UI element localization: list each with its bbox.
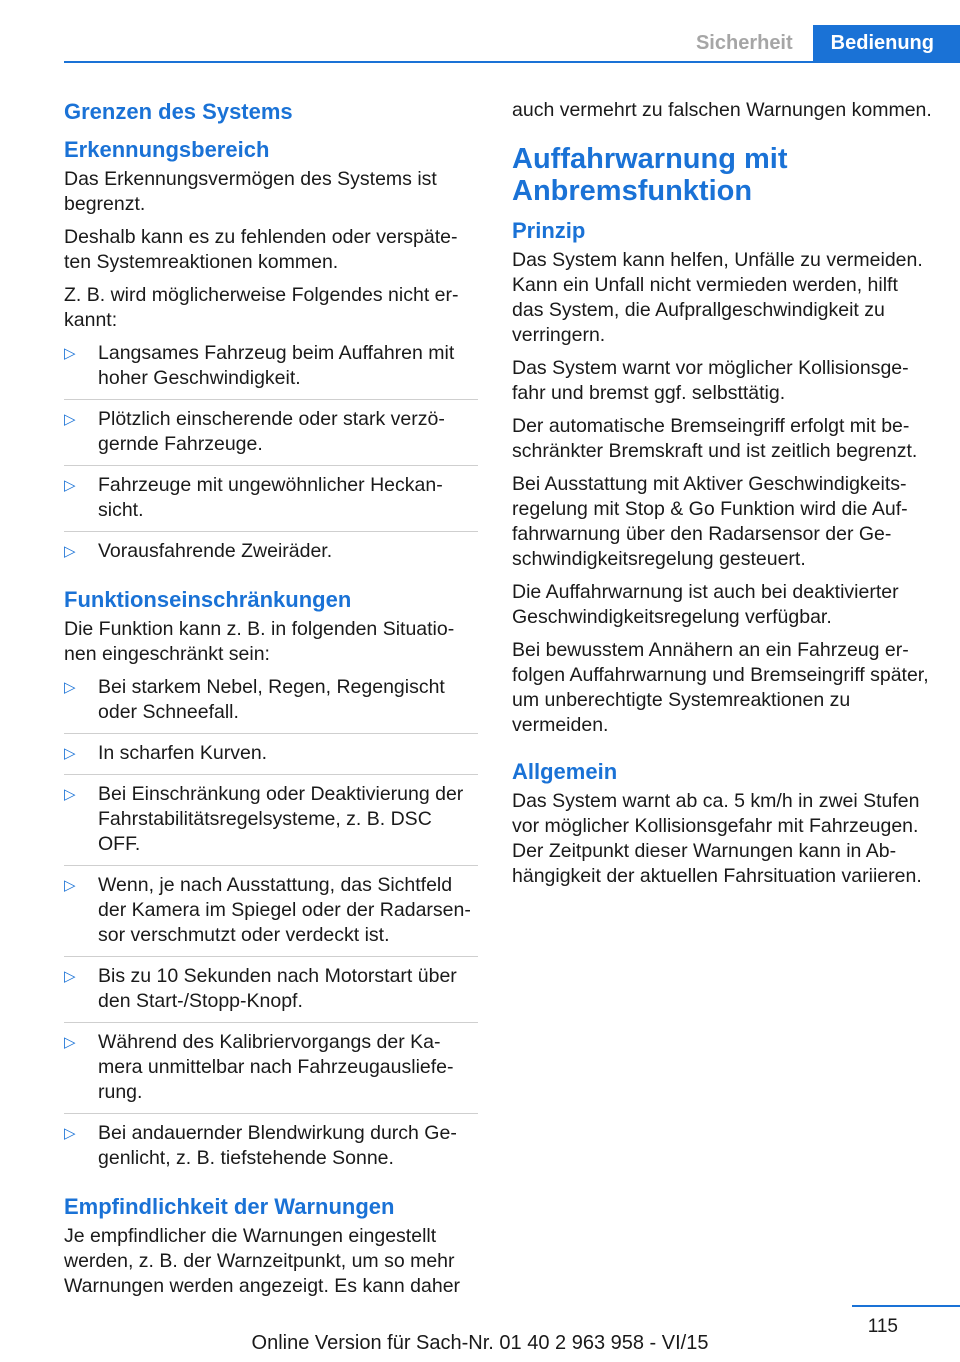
tab-bedienung[interactable]: Bedienung [813,25,960,61]
paragraph: Die Auffahrwarnung ist auch bei deaktivierter Geschwindigkeitsregelung verfügbar. [512,581,899,628]
paragraph: Das System warnt ab ca. 5 km/h in zwei Stufen vor möglicher Kollisionsgefahr mit Fahrzeugen. Der Zeitpunkt dieser Warnungen kann in Abhängigkeit der aktuellen Fahrsituation variieren. [512,790,922,887]
triangle-right-icon: ▷ [64,968,76,985]
heading-grenzen: Grenzen des Systems [64,99,293,124]
bullet-list [64,341,478,572]
triangle-right-icon: ▷ [64,679,76,696]
paragraph: Je empfindlicher die Warnungen eingestellt werden, z. B. der Warnzeitpunkt, um so mehr Warnungen werden angezeigt. Es kann daher [64,1225,461,1297]
list-item: ▷ Vorausfahrende Zweiräder. [64,540,333,562]
footer-online-version: Online Version für Sach-Nr. 01 40 2 963 958 - VI/15 [251,1332,709,1354]
list-item: ▷ Plötzlich einscherende oder stark verzögernde Fahrzeuge. [64,407,478,466]
tab-sicherheit[interactable]: Sicherheit [676,25,813,61]
list-item: ▷ Langsames Fahrzeug beim Auffahren mit hoher Geschwindigkeit. [64,341,478,400]
heading-empfindlichkeit: Empfindlichkeit der Warnungen [64,1194,395,1219]
paragraph: Bei Ausstattung mit Aktiver Geschwindigkeitsregelung mit Stop & Go Funktion wird die Auffahrwarnung über den Radarsensor der Geschwindigkeitsregelung gesteuert. [512,473,908,570]
list-item: ▷ Fahrzeuge mit ungewöhnlicher Heckansicht. [64,473,478,532]
list-item: ▷ Während des Kalibriervorgangs der Kamera unmittelbar nach Fahrzeugauslieferung. [64,1030,478,1114]
paragraph: Bei bewusstem Annähern an ein Fahrzeug erfolgen Auffahrwarnung und Bremseingriff später, um unberechtigte Systemreaktionen zu vermeiden. [512,639,929,736]
paragraph: Der automatische Bremseingriff erfolgt mit beschränkter Bremskraft und ist zeitlich begrenzt. [512,415,918,462]
paragraph: Deshalb kann es zu fehlenden oder verspäteten Systemreaktionen kommen. [64,226,458,273]
heading-auffahrwarnung: Auffahrwarnung mit Anbremsfunktion [512,143,788,207]
triangle-right-icon: ▷ [64,543,76,560]
spacer [512,746,932,758]
header-tabs [676,25,960,61]
list-item: ▷ Bei Einschränkung oder Deaktivierung der Fahrstabilitätsregelsysteme, z. B. DSC OFF. [64,782,478,866]
triangle-right-icon: ▷ [64,1034,76,1051]
heading-allgemein: Allgemein [512,759,618,784]
paragraph: Das Erkennungsvermögen des Systems ist begrenzt. [64,168,437,215]
list-item: ▷ Bei andauernder Blendwirkung durch Gegenlicht, z. B. tiefstehende Sonne. [64,1122,457,1169]
triangle-right-icon: ▷ [64,1125,76,1142]
page-rule [852,1305,960,1307]
list-item: ▷ Bei starkem Nebel, Regen, Regengischt oder Schneefall. [64,675,478,734]
triangle-right-icon: ▷ [64,745,76,762]
triangle-right-icon: ▷ [64,477,76,494]
heading-erkennungsbereich: Erkennungsbereich [64,137,270,162]
right-column [512,98,932,897]
paragraph: Z. B. wird möglicherweise Folgendes nicht erkannt: [64,284,459,331]
list-item: ▷ In scharfen Kurven. [64,741,478,775]
bullet-list [64,675,478,1179]
triangle-right-icon: ▷ [64,786,76,803]
list-item: ▷ Wenn, je nach Ausstattung, das Sichtfeld der Kamera im Spiegel oder der Radarsensor verschmutzt oder verdeckt ist. [64,873,478,957]
triangle-right-icon: ▷ [64,877,76,894]
list-item: ▷ Bis zu 10 Sekunden nach Motorstart über den Start-/Stopp-Knopf. [64,964,478,1023]
heading-funktionseinschraenkungen: Funktionseinschränkungen [64,587,352,612]
paragraph: Das System kann helfen, Unfälle zu vermeiden. Kann ein Unfall nicht vermieden werden, hilft das System, die Aufprallgeschwindigkeit zu verringern. [512,249,923,346]
triangle-right-icon: ▷ [64,345,76,362]
triangle-right-icon: ▷ [64,411,76,428]
paragraph: Die Funktion kann z. B. in folgenden Situationen eingeschränkt sein: [64,618,455,665]
heading-prinzip: Prinzip [512,218,586,243]
paragraph: Das System warnt vor möglicher Kollisionsgefahr und bremst ggf. selbsttätig. [512,357,909,404]
page-number: 115 [867,1316,898,1337]
header-rule [64,61,960,63]
paragraph: auch vermehrt zu falschen Warnungen kommen. [512,99,932,121]
left-column [64,98,478,1307]
